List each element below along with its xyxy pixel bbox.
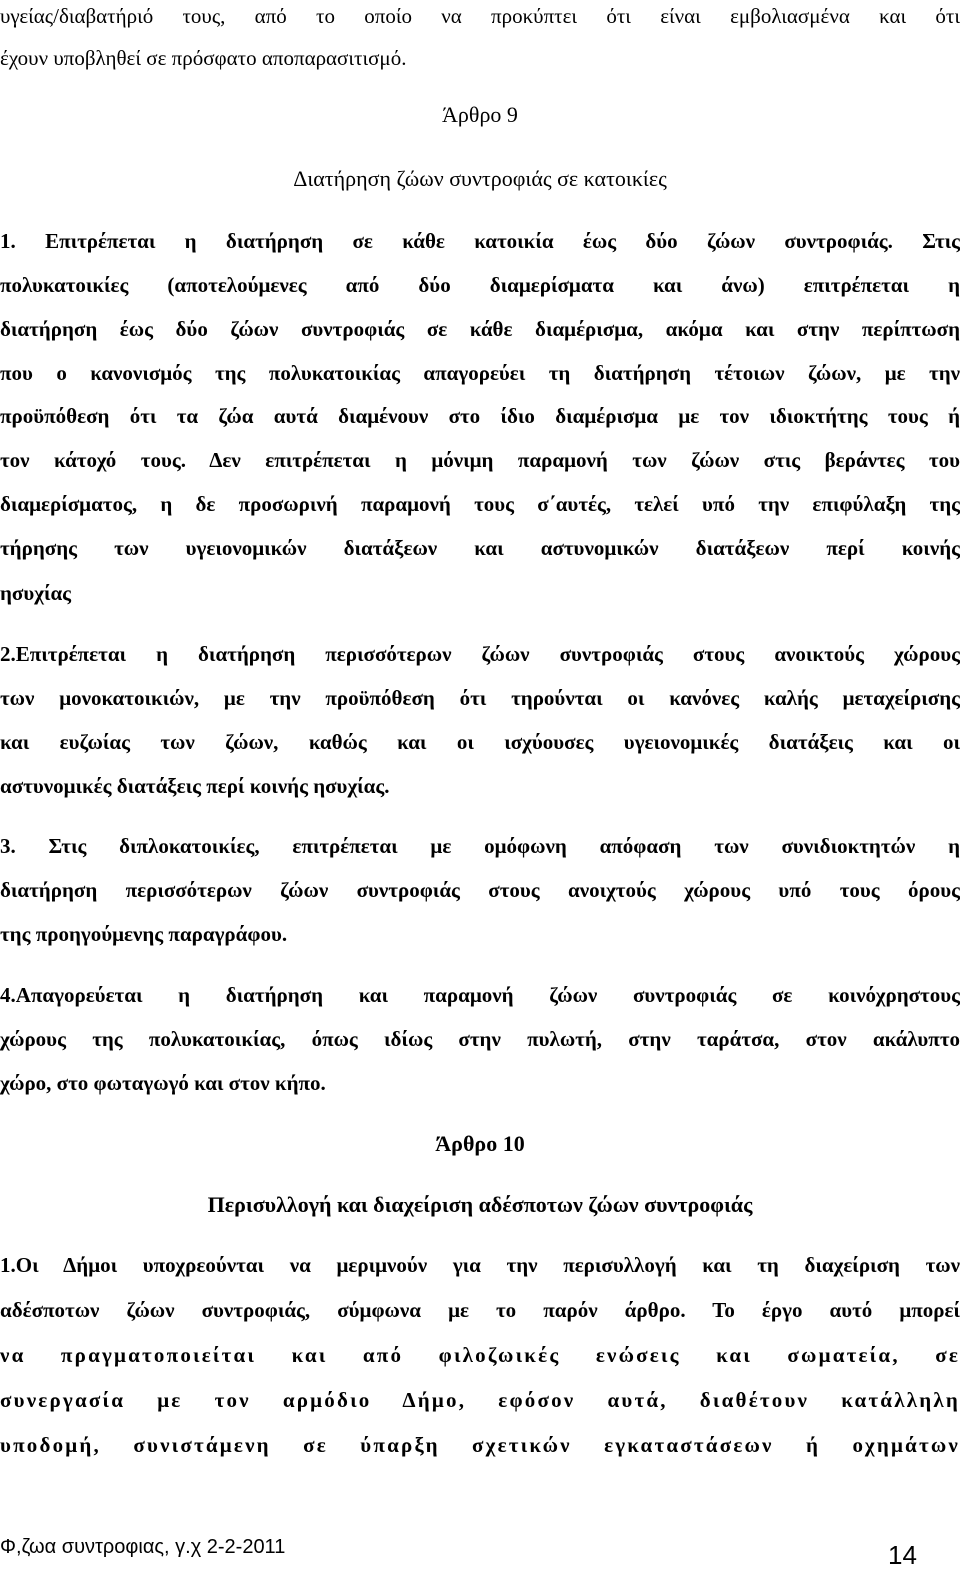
article-10-heading: Άρθρο 10 (435, 1131, 525, 1156)
article-9-p1-line: ησυχίας (0, 581, 72, 605)
article-10-p1-line: να πραγματοποιείται και από φιλοζωικές ενώσεις και σωματεία, σε (0, 1343, 960, 1367)
article-9-p2-line: των μονοκατοικιών, με την προϋπόθεση ότι τηρούνται οι κανόνες καλής μεταχείρισης (0, 686, 960, 710)
article-10-p1-line: αδέσποτων ζώων συντροφιάς, σύμφωνα με το παρόν άρθρο. Το έργο αυτό μπορεί (0, 1298, 960, 1322)
article-9-p2-line: και ευζωίας των ζώων, καθώς και οι ισχύουσες υγειονομικές διατάξεις και οι (0, 730, 960, 754)
article-9-p3-line: 3. Στις διπλοκατοικίες, επιτρέπεται με ομόφωνη απόφαση των συνιδιοκτητών η (0, 834, 960, 858)
intro-line-2: έχουν υποβληθεί σε πρόσφατο αποπαρασιτισμό. (0, 46, 407, 70)
article-9-p2-line: αστυνομικές διατάξεις περί κοινής ησυχίας. (0, 774, 390, 798)
article-9-p1-line: που ο κανονισμός της πολυκατοικίας απαγορεύει τη διατήρηση τέτοιων ζώων, με την (0, 361, 960, 385)
article-10-p1-line: 1.Οι Δήμοι υποχρεούνται να μεριμνούν για την περισυλλογή και τη διαχείριση των (0, 1253, 960, 1277)
article-9-subheading: Διατήρηση ζώων συντροφιάς σε κατοικίες (293, 166, 667, 191)
article-9-p1-line: τήρησης των υγειονομικών διατάξεων και αστυνομικών διατάξεων περί κοινής (0, 536, 960, 560)
article-9-p4-line: χώρο, στο φωταγωγό και στον κήπο. (0, 1071, 326, 1095)
article-9-p2-line: 2.Επιτρέπεται η διατήρηση περισσότερων ζώων συντροφιάς στους ανοικτούς χώρους (0, 642, 960, 666)
article-9-p4-line: χώρους της πολυκατοικίας, όπως ιδίως στην πυλωτή, στην ταράτσα, στον ακάλυπτο (0, 1027, 960, 1051)
page-number: 14 (888, 1540, 917, 1570)
article-9-p1-line: προϋπόθεση ότι τα ζώα αυτά διαμένουν στο ίδιο διαμέρισμα με τον ιδιοκτήτης τους ή (0, 404, 960, 428)
article-10-p1-line: συνεργασία με τον αρμόδιο Δήμο, εφόσον αυτά, διαθέτουν κατάλληλη (0, 1388, 960, 1412)
article-9-p1-line: τον κάτοχό τους. Δεν επιτρέπεται η μόνιμη παραμονή των ζώων στις βεράντες του (0, 448, 960, 472)
article-10-subheading: Περισυλλογή και διαχείριση αδέσποτων ζώων συντροφιάς (207, 1192, 753, 1217)
footer-doc-label: Φ,ζωα συντροφιας, γ.χ 2-2-2011 (0, 1536, 286, 1558)
article-10-p1-line: υποδομή, συνιστάμενη σε ύπαρξη σχετικών εγκαταστάσεων ή οχημάτων (0, 1433, 960, 1457)
intro-line-1: υγείας/διαβατήριό τους, από το οποίο να προκύπτει ότι είναι εμβολιασμένα και ότι (0, 4, 960, 28)
article-9-p1-line: διαμερίσματος, η δε προσωρινή παραμονή τους σ΄αυτές, τελεί υπό την επιφύλαξη της (0, 492, 960, 516)
article-9-heading: Άρθρο 9 (442, 102, 518, 127)
article-9-p1-line: διατήρηση έως δύο ζώων συντροφιάς σε κάθε διαμέρισμα, ακόμα και στην περίπτωση (0, 317, 960, 341)
article-9-p3-line: διατήρηση περισσότερων ζώων συντροφιάς στους ανοιχτούς χώρους υπό τους όρους (0, 878, 960, 902)
article-9-p1-line: 1. Επιτρέπεται η διατήρηση σε κάθε κατοικία έως δύο ζώων συντροφιάς. Στις (0, 229, 960, 253)
article-9-p1-line: πολυκατοικίες (αποτελούμενες από δύο διαμερίσματα και άνω) επιτρέπεται η (0, 273, 960, 297)
article-9-p3-line: της προηγούμενης παραγράφου. (0, 922, 288, 946)
article-9-p4-line: 4.Απαγορεύεται η διατήρηση και παραμονή ζώων συντροφιάς σε κοινόχρηστους (0, 983, 960, 1007)
